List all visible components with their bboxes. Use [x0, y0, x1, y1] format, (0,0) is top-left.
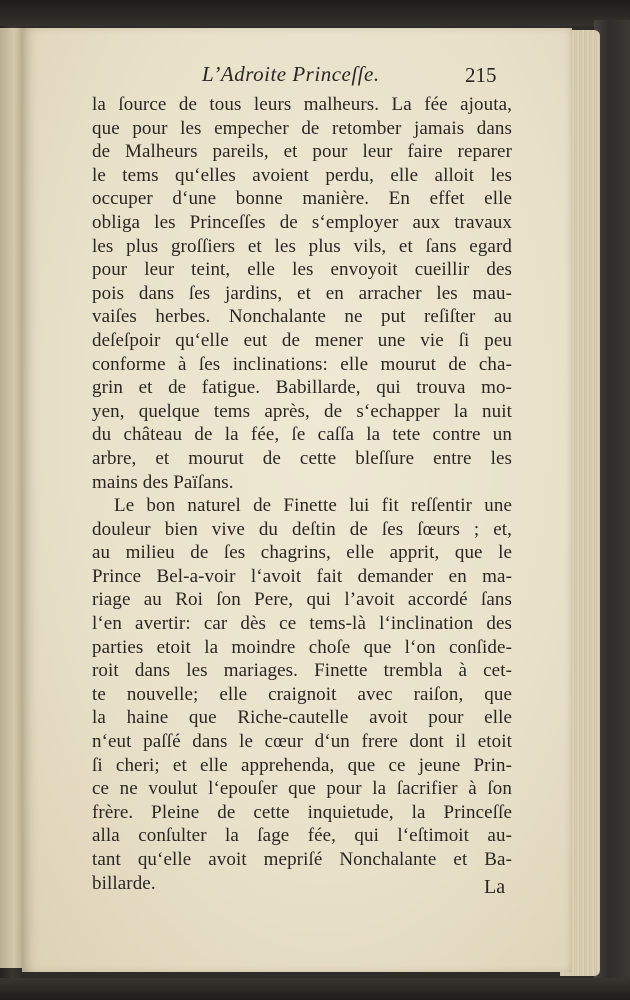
- text-line: les plus groſſiers et les plus vils, et ſans egard: [92, 235, 512, 257]
- text-line: te nouvelle; elle craignoit avec raiſon, que: [92, 683, 512, 705]
- text-line: conforme à ſes inclinations: elle mourut de cha-: [92, 353, 512, 375]
- text-line: occuper d‘une bonne manière. En effet elle: [92, 188, 512, 210]
- text-line: que pour les empecher de retomber jamais dans: [92, 117, 512, 139]
- text-line: Prince Bel-a-voir l‘avoit fait demander en ma-: [92, 565, 512, 587]
- text-line: tant qu‘elle avoit mepriſé Nonchalante et Ba-: [92, 849, 512, 870]
- text-line: parties etoit la moindre choſe que l‘on conſide-: [92, 636, 512, 658]
- text-line: au milieu de ſes chagrins, elle apprit, que le: [92, 542, 512, 564]
- page-number: 215: [465, 63, 497, 87]
- body-text: [92, 93, 512, 895]
- page-header: [22, 62, 572, 92]
- text-line: ſi cheri; et elle apprehenda, que ce jeune Prin-: [92, 754, 512, 776]
- text-line: riage au Roi ſon Pere, qui l’avoit accordé ſans: [92, 589, 512, 611]
- text-line: vaiſes herbes. Nonchalante ne put reſiſter au: [92, 306, 512, 328]
- text-line: ce ne voulut l‘epouſer que pour la ſacrifier à ſon: [92, 778, 512, 800]
- text-line: grin et de fatigue. Babillarde, qui trouva mo-: [92, 377, 512, 399]
- book-page: [22, 28, 572, 972]
- facing-page-edge: [0, 28, 24, 968]
- text-line: roit dans les mariages. Finette trembla à cet-: [92, 660, 512, 682]
- text-line: deſeſpoir qu‘elle eut de mener une vie ſi peu: [92, 329, 512, 351]
- text-line: douleur bien vive du deſtin de ſes ſœurs ; et,: [92, 518, 512, 540]
- catchword: La: [484, 876, 506, 898]
- text-line: l‘en avertir: car dès ce tems-là l‘inclination des: [92, 613, 512, 635]
- text-line: mains des Païſans.: [92, 471, 234, 493]
- text-line: alla conſulter la ſage fée, qui l‘eſtimoit au-: [92, 825, 512, 847]
- text-line: le tems qu‘elles avoient perdu, elle alloit les: [92, 164, 512, 186]
- text-line: n‘eut paſſé dans le cœur d‘un frere dont il etoit: [92, 731, 512, 753]
- text-line: obliga les Princeſſes de s‘employer aux travaux: [92, 211, 512, 233]
- text-line: frère. Pleine de cette inquietude, la Princeſſe: [92, 801, 512, 823]
- text-line: pour leur teint, elle les envoyoit cueillir des: [92, 259, 512, 281]
- book-cover-bottom-edge: [0, 978, 630, 1000]
- text-line: pois dans ſes jardins, et en arracher les mau-: [92, 282, 512, 304]
- text-line: la haine que Riche-cautelle avoit pour elle: [92, 707, 512, 729]
- running-title: L’Adroite Princeſſe.: [202, 62, 380, 86]
- text-line: de Malheurs pareils, et pour leur faire reparer: [92, 141, 512, 163]
- text-line: billarde.: [92, 872, 156, 894]
- text-line: la ſource de tous leurs malheurs. La fée ajouta,: [92, 94, 512, 115]
- text-line: yen, quelque tems après, de s‘echapper la nuit: [92, 400, 512, 422]
- text-line: arbre, et mourut de cette bleſſure entre les: [92, 447, 512, 469]
- book-cover-top-edge: [0, 0, 630, 26]
- text-line: du château de la fée, ſe caſſa la tete contre un: [92, 424, 512, 446]
- text-line-paragraph-start: Le bon naturel de Finette lui fit reſſentir une: [114, 495, 512, 517]
